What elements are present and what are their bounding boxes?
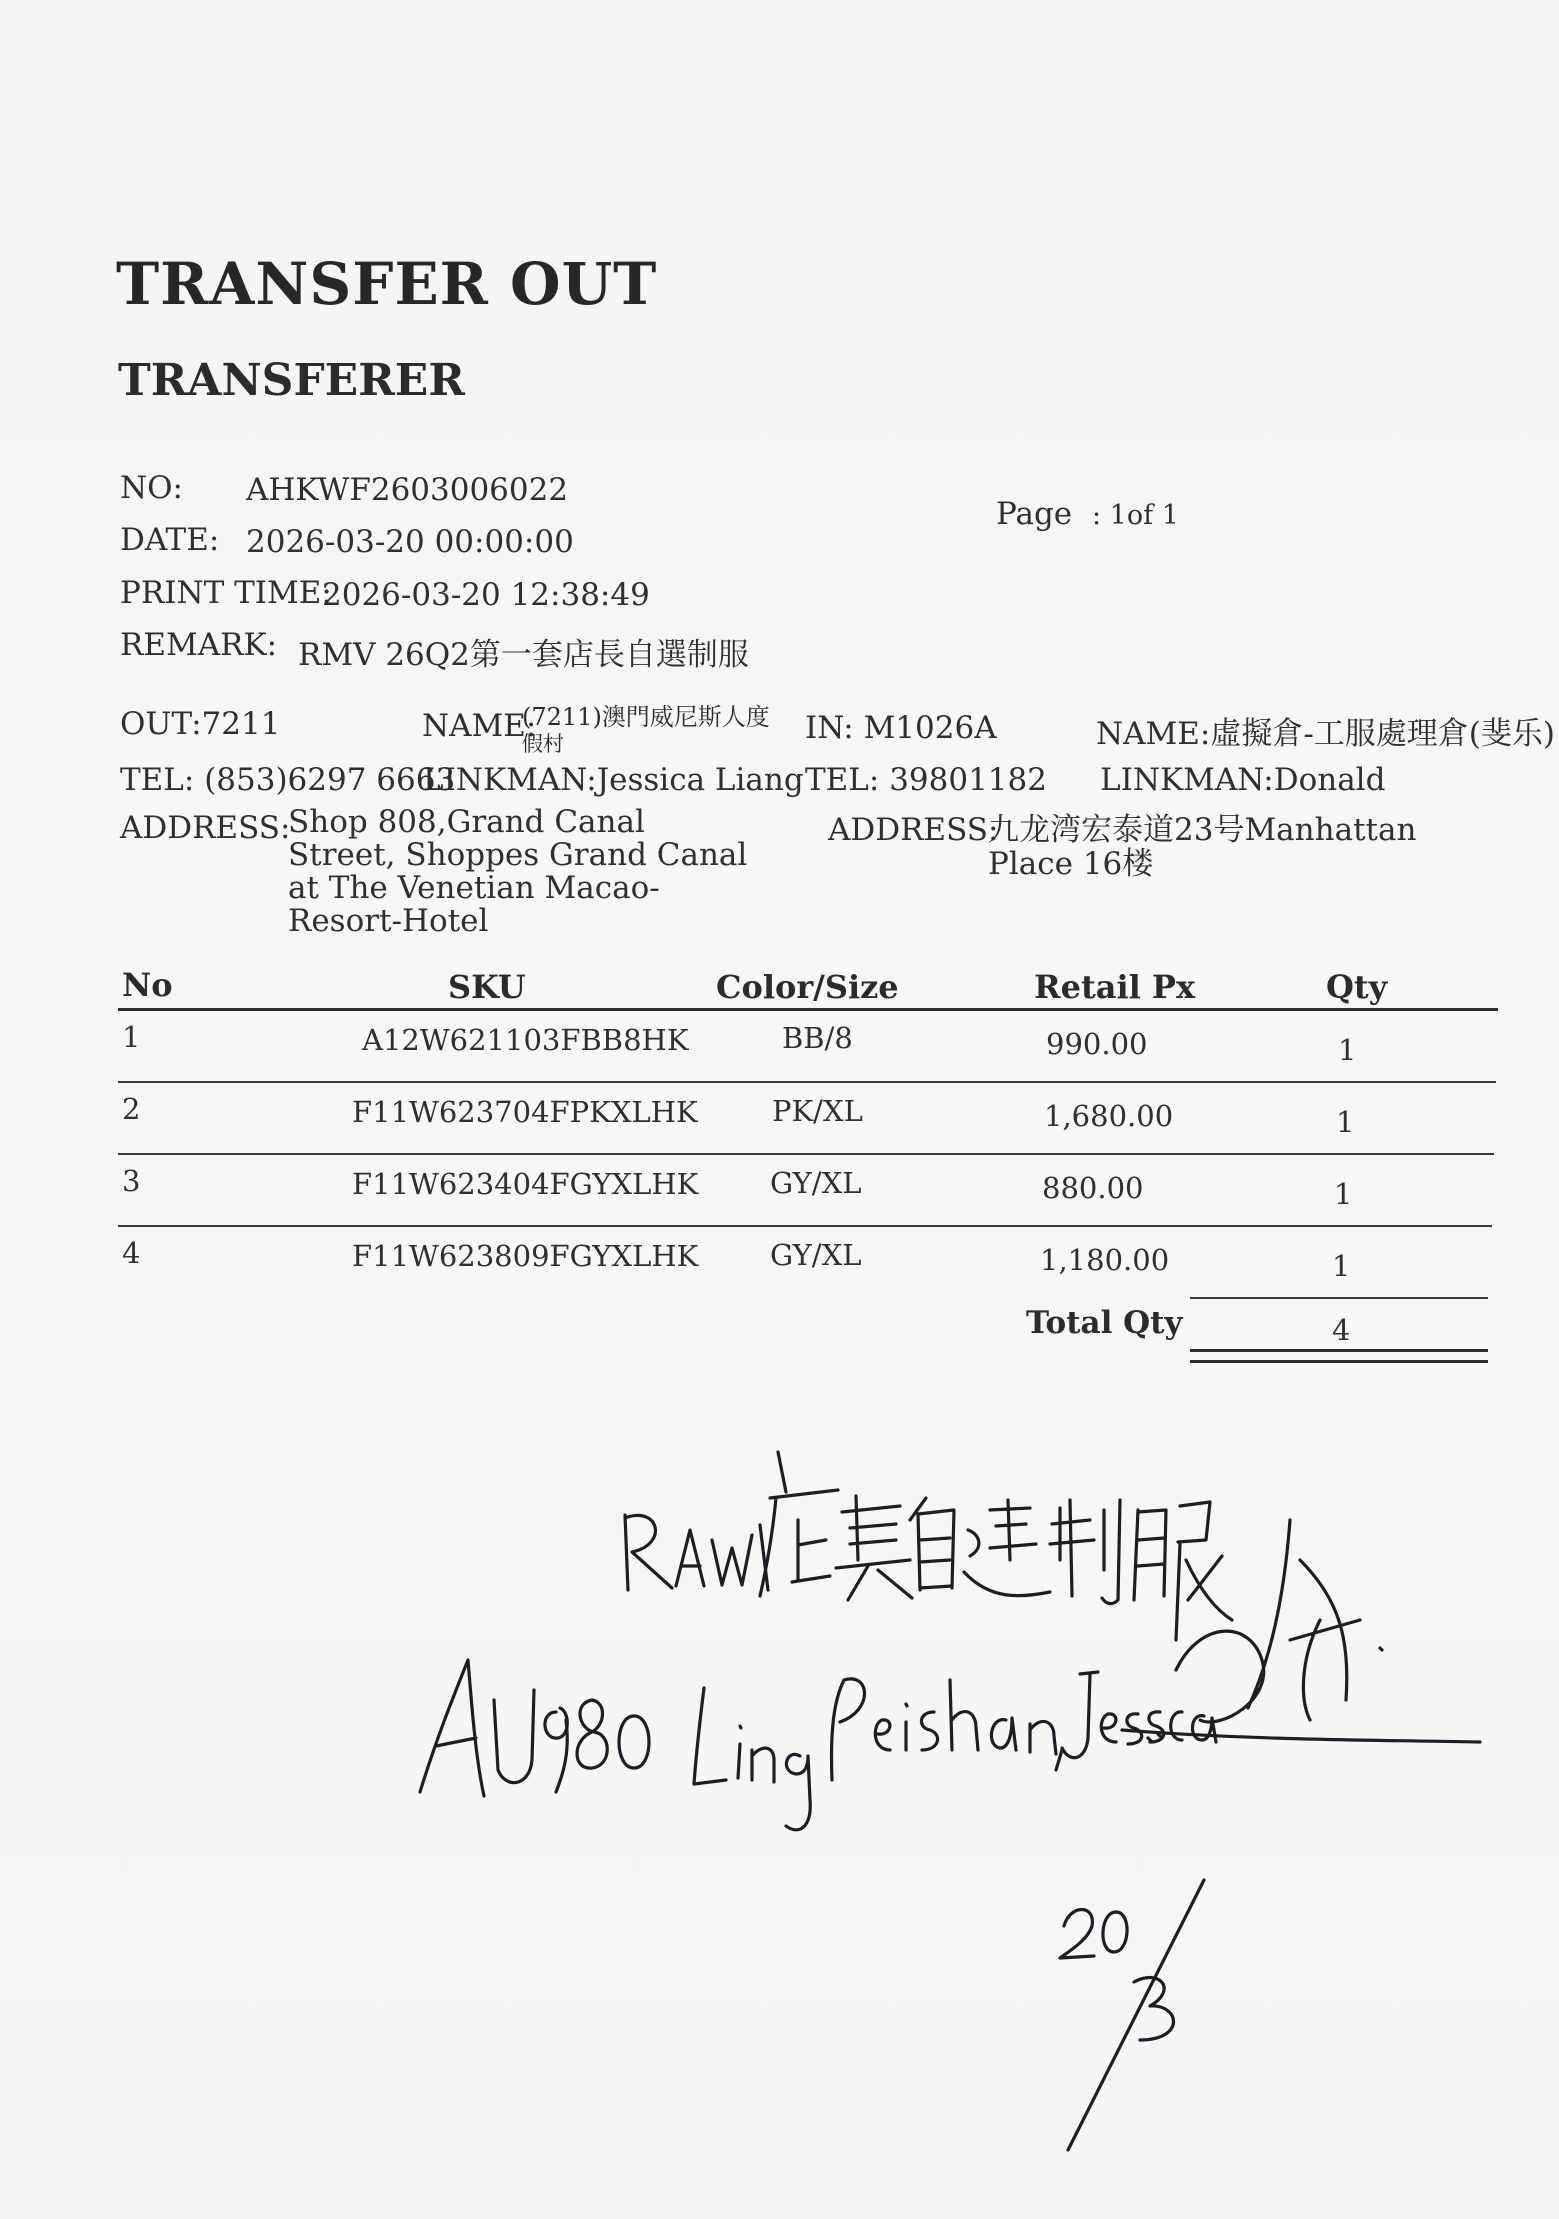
out-address-line: Resort-Hotel [288,903,489,939]
in-code: IN: M1026A [805,710,997,746]
handwriting-stroke [786,1754,810,1829]
remark-label: REMARK: [120,627,278,663]
handwriting-stroke [545,1708,567,1792]
table-cell-sku: F11W623704FPKXLHK [352,1095,698,1129]
out-name-line1: (7211)澳門威尼斯人度 [522,703,770,731]
out-linkman: LINKMAN:Jessica Liang [423,762,804,798]
in-address-line: Place 16楼 [988,846,1154,882]
signature-stroke [1380,1648,1382,1650]
table-cell-qty: 1 [1338,1033,1357,1067]
handwriting-stroke [1030,1721,1056,1754]
col-header-retail-px: Retail Px [1034,968,1196,1006]
in-address-label: ADDRESS: [828,812,999,848]
table-cell-no: 1 [122,1020,141,1054]
out-name-line2: 假村 [522,732,564,756]
table-cell-color-size: BB/8 [782,1021,853,1055]
out-tel: TEL: (853)6297 6663 [120,762,456,798]
page-label: Page [996,496,1073,532]
table-cell-no: 2 [122,1092,141,1126]
no-label: NO: [120,470,183,506]
handwriting-stroke [712,1535,752,1585]
table-cell-retail-px: 1,680.00 [1044,1099,1174,1133]
date-value: 2026-03-20 00:00:00 [246,524,574,560]
handwriting-stroke [832,1679,865,1780]
handwriting-stroke [950,1680,978,1750]
handwriting-stroke [991,1718,1016,1750]
handwriting-stroke [875,1720,890,1750]
in-tel: TEL: 39801182 [805,762,1047,798]
table-cell-retail-px: 1,180.00 [1040,1243,1170,1277]
out-address-line: Shop 808,Grand Canal [288,804,645,840]
table-cell-color-size: GY/XL [770,1238,862,1272]
remark-value: RMV 26Q2第一套店長自選制服 [298,637,749,673]
out-address-label: ADDRESS: [120,810,291,846]
handwriting-stroke [910,1498,954,1590]
table-cell-retail-px: 990.00 [1046,1027,1148,1061]
document-title: TRANSFER OUT [116,250,658,318]
handwriting-stroke [577,1700,607,1768]
handwriting-stroke [1101,1714,1116,1742]
col-header-sku: SKU [448,968,526,1006]
out-address-line: Street, Shoppes Grand Canal [288,837,748,873]
handwriting-stroke [1171,1712,1182,1740]
handwriting-stroke [752,1748,774,1782]
col-header-color-size: Color/Size [716,968,899,1006]
table-cell-no: 4 [122,1236,141,1270]
handwriting-stroke [625,1515,672,1590]
table-cell-retail-px: 880.00 [1042,1171,1144,1205]
print-time-value: 2026-03-20 12:38:49 [322,577,650,613]
out-name-label: NAME: [422,708,537,744]
no-value: AHKWF2603006022 [246,472,569,508]
handwriting-stroke [906,1704,907,1750]
out-code: OUT:7211 [120,706,281,742]
table-cell-sku: A12W621103FBB8HK [362,1023,689,1057]
table-cell-qty: 1 [1336,1105,1355,1139]
out-address-line: at The Venetian Macao- [288,870,660,906]
handwriting-stroke [1134,1502,1232,1640]
handwriting-stroke [1127,1714,1142,1744]
handwriting-stroke [964,1500,1050,1596]
handwriting-stroke [619,1716,649,1768]
print-time-label: PRINT TIME: [120,575,332,611]
table-cell-no: 3 [122,1164,141,1198]
date-label: DATE: [120,522,220,558]
table-cell-color-size: PK/XL [772,1094,863,1128]
signature-stroke [1158,1734,1162,1738]
in-name: NAME:虛擬倉-工服處理倉(斐乐) [1096,716,1555,752]
total-qty-value: 4 [1332,1313,1351,1347]
page-value: : 1of 1 [1092,500,1179,531]
signature-stroke [1176,1520,1360,1722]
in-address-line: 九龙湾宏泰道23号Manhattan [988,812,1417,848]
date-stroke [1060,1910,1094,1959]
date-stroke [1103,1912,1127,1952]
table-cell-sku: F11W623809FGYXLHK [352,1239,699,1273]
table-cell-qty: 1 [1332,1249,1351,1283]
document-subtitle: TRANSFERER [118,355,465,406]
table-cell-qty: 1 [1334,1177,1353,1211]
col-header-no: No [122,966,173,1004]
table-cell-sku: F11W623404FGYXLHK [352,1167,699,1201]
total-qty-label: Total Qty [1026,1305,1183,1341]
handwriting-stroke [494,1690,534,1783]
handwriting-stroke [921,1712,937,1750]
date-stroke [1068,1880,1204,2150]
col-header-qty: Qty [1326,968,1388,1006]
handwriting-stroke [1062,1672,1098,1758]
handwriting-stroke [420,1660,484,1796]
handwriting-stroke [694,1688,726,1784]
handwriting-stroke [738,1726,741,1778]
handwriting-stroke [676,1530,704,1586]
in-linkman: LINKMAN:Donald [1100,762,1386,798]
handwriting-stroke [760,1452,838,1596]
handwriting-stroke [1050,1500,1120,1604]
handwriting-stroke [836,1496,912,1600]
handwriting-stroke [1192,1716,1216,1742]
table-cell-color-size: GY/XL [770,1166,862,1200]
